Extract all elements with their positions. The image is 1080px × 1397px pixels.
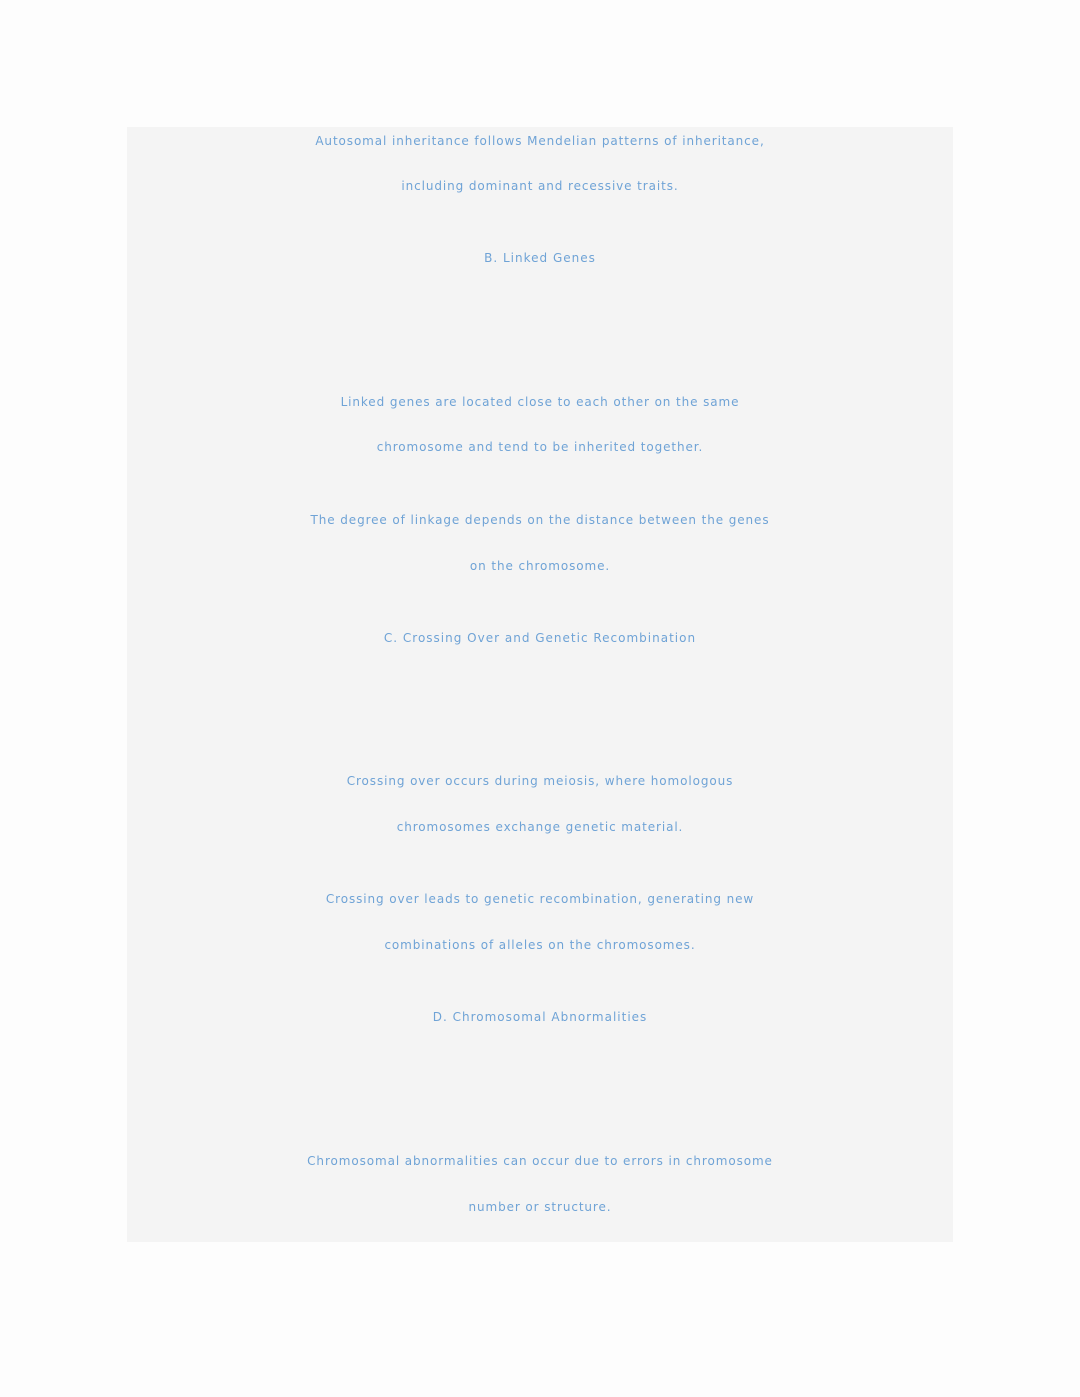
paragraph-linked-genes-line-1: Linked genes are located close to each other on the same xyxy=(340,395,740,409)
paragraph-linkage-degree-line-2: on the chromosome. xyxy=(469,559,611,573)
section-heading-linked-genes: B. Linked Genes xyxy=(484,251,596,265)
paragraph-abnormalities-line-2: number or structure. xyxy=(468,1200,612,1214)
paragraph-autosomal-line-1: Autosomal inheritance follows Mendelian patterns of inheritance, xyxy=(315,134,765,148)
paragraph-crossing-over-line-2: chromosomes exchange genetic material. xyxy=(396,820,684,834)
section-heading-crossing-over: C. Crossing Over and Genetic Recombination xyxy=(383,631,697,645)
paragraph-autosomal-line-2: including dominant and recessive traits. xyxy=(401,179,679,193)
section-heading-chromosomal-abnormalities: D. Chromosomal Abnormalities xyxy=(432,1010,648,1024)
paragraph-linkage-degree-line-1: The degree of linkage depends on the distance between the genes xyxy=(310,513,770,527)
paragraph-linked-genes-line-2: chromosome and tend to be inherited together. xyxy=(376,440,704,454)
paragraph-recombination-line-1: Crossing over leads to genetic recombination, generating new xyxy=(325,892,755,906)
paragraph-abnormalities-line-1: Chromosomal abnormalities can occur due to errors in chromosome xyxy=(307,1154,773,1168)
paragraph-recombination-line-2: combinations of alleles on the chromosomes. xyxy=(384,938,696,952)
notes-panel xyxy=(127,127,953,1242)
paragraph-crossing-over-line-1: Crossing over occurs during meiosis, where homologous xyxy=(346,774,734,788)
